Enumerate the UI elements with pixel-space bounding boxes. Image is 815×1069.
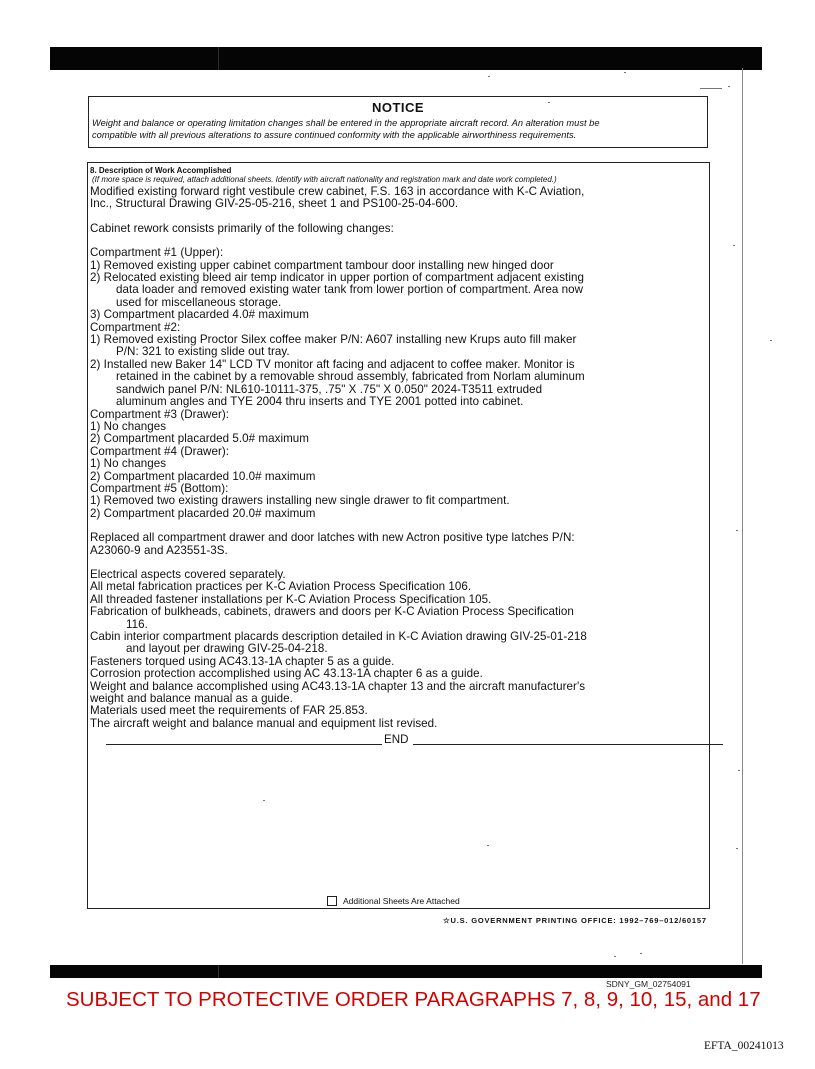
text-line: aluminum angles and TYE 2004 thru inserts and TYE 2001 potted into cabinet. — [116, 395, 524, 409]
text-line: 1) Removed two existing drawers installing new single drawer to fit compartment. — [90, 494, 510, 508]
text-line: 1) No changes — [90, 457, 167, 471]
work-description — [90, 186, 708, 730]
text-line: All threaded fastener installations per K-C Aviation Process Specification 105. — [90, 592, 492, 606]
notice-text — [92, 117, 706, 141]
text-line: 2) Compartment placarded 10.0# maximum — [90, 469, 316, 483]
end-rule-right — [413, 744, 723, 745]
text-line: retained in the cabinet by a removable shroud assembly, fabricated from Norlam aluminum — [116, 370, 585, 384]
text-line: and layout per drawing GIV-25-04-218. — [126, 642, 328, 656]
text-line: P/N: 321 to existing slide out tray. — [116, 345, 290, 359]
section-subheading: (If more space is required, attach additional sheets. Identify with aircraft nationality and registration mark and date work completed.) — [92, 175, 557, 184]
additional-sheets-checkbox[interactable] — [327, 896, 337, 906]
text-line: 1) No changes — [90, 419, 167, 433]
efta-number: EFTA_00241013 — [704, 1040, 784, 1052]
text-line: Cabin interior compartment placards description detailed in K-C Aviation drawing GIV-25-01-218 — [90, 630, 587, 643]
scan-speck — [733, 245, 735, 246]
text-line: Replaced all compartment drawer and door latches with new Actron positive type latches P/N: — [90, 531, 575, 545]
text-line: 2) Installed new Baker 14" LCD TV monitor aft facing and adjacent to coffee maker. Monitor is — [90, 357, 575, 371]
scan-speck — [736, 530, 738, 531]
scan-speck — [614, 956, 616, 957]
text-line: 116. — [126, 617, 148, 631]
text-line: Fabrication of bulkheads, cabinets, drawers and doors per K-C Aviation Process Specification — [90, 605, 574, 619]
text-line: Weight and balance accomplished using AC43.13-1A chapter 13 and the aircraft manufacturer's — [90, 679, 586, 693]
notice-text-line: compatible with all previous alterations to assure continued conformity with the applicable airworthiness requirements. — [92, 130, 577, 140]
text-line: Electrical aspects covered separately. — [90, 567, 286, 581]
end-marker — [106, 733, 721, 747]
additional-sheets-row — [327, 896, 460, 906]
additional-sheets-label: Additional Sheets Are Attached — [343, 896, 460, 906]
text-line: 1) Removed existing upper cabinet compartment tambour door installing new hinged door — [90, 258, 554, 272]
text-line: A23060-9 and A23551-3S. — [90, 543, 228, 557]
text-line: used for miscellaneous storage. — [116, 295, 282, 309]
gpo-printing-line: ☆U.S. GOVERNMENT PRINTING OFFICE: 1992–769–012/60157 — [443, 916, 707, 925]
text-line: 1) Removed existing Proctor Silex coffee maker P/N: A607 installing new Krups auto fill maker — [90, 333, 577, 347]
scan-speck — [770, 340, 772, 341]
text-line: sandwich panel P/N: NL610-10111-375, .75" X .75" X 0.050" 2024-T3511 extruded — [116, 382, 543, 396]
end-rule-left — [106, 744, 382, 745]
top-scan-band-divider — [218, 47, 219, 70]
scan-speck — [624, 72, 626, 73]
notice-text-line: Weight and balance or operating limitation changes shall be entered in the appropriate aircraft record. An alteration must be — [92, 118, 600, 128]
bates-number: SDNY_GM_02754091 — [606, 979, 691, 989]
scan-speck — [488, 76, 490, 77]
text-line: Compartment #3 (Drawer): — [90, 407, 230, 421]
text-line: Compartment #1 (Upper): — [90, 246, 224, 260]
scan-speck — [640, 953, 642, 954]
text-line: Inc., Structural Drawing GIV-25-05-216, sheet 1 and PS100-25-04-600. — [90, 197, 459, 211]
text-line: Compartment #4 (Drawer): — [90, 444, 230, 458]
text-line: Modified existing forward right vestibule crew cabinet, F.S. 163 in accordance with K-C Aviation, — [90, 185, 585, 198]
text-line: All metal fabrication practices per K-C Aviation Process Specification 106. — [90, 580, 472, 594]
text-line: Materials used meet the requirements of FAR 25.853. — [90, 704, 368, 718]
text-line: data loader and removed existing water tank from lower portion of compartment. Area now — [116, 283, 584, 297]
text-line: The aircraft weight and balance manual and equipment list revised. — [90, 716, 438, 730]
scan-speck — [738, 770, 740, 771]
text-line: 3) Compartment placarded 4.0# maximum — [90, 308, 310, 322]
text-line: Fasteners torqued using AC43.13-1A chapter 5 as a guide. — [90, 654, 395, 668]
text-line: Corrosion protection accomplished using AC 43.13-1A chapter 6 as a guide. — [90, 667, 483, 681]
section-heading: 8. Description of Work Accomplished — [90, 166, 232, 175]
notice-title: NOTICE — [371, 100, 425, 115]
text-line: 2) Compartment placarded 20.0# maximum — [90, 506, 316, 520]
top-scan-band — [50, 47, 762, 70]
scan-speck — [700, 88, 722, 89]
bottom-scan-band — [50, 965, 762, 978]
bottom-scan-band-divider — [218, 965, 219, 978]
protective-order-notice: SUBJECT TO PROTECTIVE ORDER PARAGRAPHS 7, 8, 9, 10, 15, and 17 — [66, 988, 761, 1011]
text-line: 2) Relocated existing bleed air temp indicator in upper portion of compartment adjacent existing — [90, 271, 584, 285]
text-line: Compartment #5 (Bottom): — [90, 481, 229, 495]
end-label: END — [384, 733, 409, 746]
text-line: Cabinet rework consists primarily of the following changes: — [90, 221, 394, 235]
text-line: weight and balance manual as a guide. — [90, 692, 293, 706]
scan-speck — [728, 86, 730, 87]
text-line: Compartment #2: — [90, 320, 181, 334]
scan-speck — [736, 848, 738, 849]
text-line: 2) Compartment placarded 5.0# maximum — [90, 432, 310, 446]
